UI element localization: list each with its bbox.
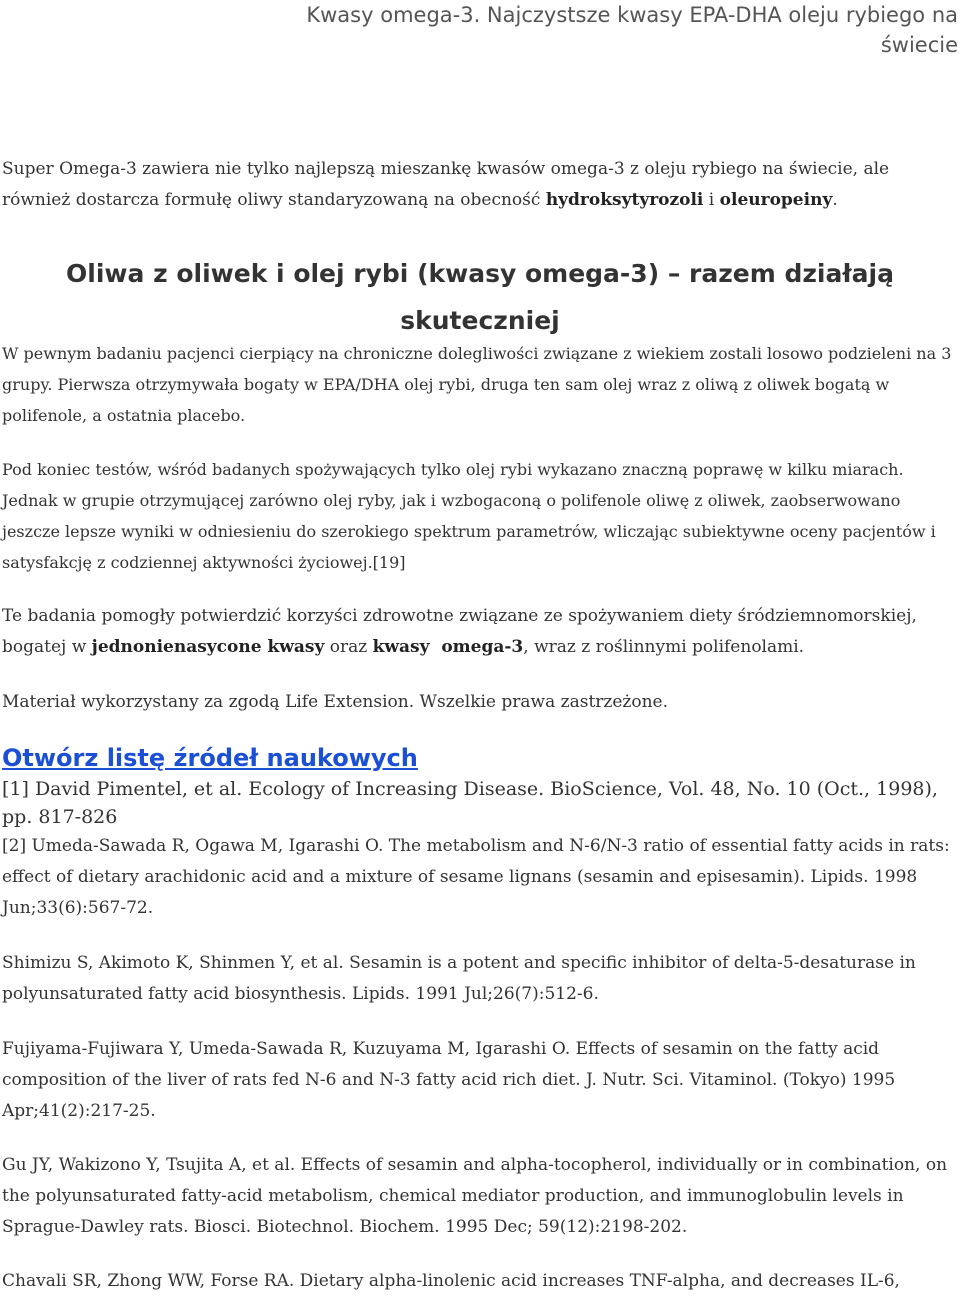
p3-text: Te badania pomogły potwierdzić korzyści zdrowotne związane ze spożywaniem diety śródziemnomorskiej, bogatej w (2, 606, 917, 657)
intro-bold-oleuropein: oleuropeiny (719, 190, 833, 210)
p3-bold-omega3: kwasy omega-3 (372, 637, 524, 657)
reference-item: Gu JY, Wakizono Y, Tsujita A, et al. Effects of sesamin and alpha-tocopherol, individually or in combination, on the polyunsaturated fatty-acid metabolism, chemical mediator production, and immunoglobulin levels in Sprague-Dawley rats. Biosci. Biotechnol. Biochem. 1995 Dec; 59(12):2198-202. (2, 1155, 948, 1237)
section-paragraph-2: Pod koniec testów, wśród badanych spożywających tylko olej rybi wykazano znaczną poprawę w kilku miarach. Jednak w grupie otrzymującej zarówno olej ryby, jak i wzbogaconą o polifenole oliwę z oliwek, zaobserwowano jeszcze lepsze wyniki w odniesieniu do szerokiego spektrum parametrów, wliczając subiektywne oceny pacjentów i satysfakcję z codziennej aktywności życiowej.[19] (2, 460, 936, 572)
open-references-link[interactable]: Otwórz listę źródeł naukowych (2, 744, 418, 772)
reference-item: [1] David Pimentel, et al. Ecology of Increasing Disease. BioScience, Vol. 48, No. 10 (Oct., 1998), pp. 817-826 (2, 778, 938, 828)
p3-bold-monounsaturated: jednonienasycone kwasy (91, 637, 325, 657)
reference-item: Fujiyama-Fujiwara Y, Umeda-Sawada R, Kuzuyama M, Igarashi O. Effects of sesamin on the fatty acid composition of the liver of rats fed N-6 and N-3 fatty acid rich diet. J. Nutr. Sci. Vitaminol. (Tokyo) 1995 Apr;41(2):217-25. (2, 1039, 896, 1121)
section-heading: Oliwa z oliwek i olej rybi (kwasy omega-3) – razem działają skuteczniej (66, 259, 894, 335)
intro-text-mid: i (703, 190, 720, 210)
intro-bold-hydroxytyrosol: hydroksytyrozoli (545, 190, 704, 210)
p3-text-mid: oraz (324, 637, 373, 657)
section-paragraph-3 (2, 601, 958, 663)
reference-item: Chavali SR, Zhong WW, Forse RA. Dietary alpha-linolenic acid increases TNF-alpha, and decreases IL-6, (2, 1271, 900, 1291)
reference-item: Shimizu S, Akimoto K, Shinmen Y, et al. Sesamin is a potent and specific inhibitor of delta-5-desaturase in polyunsaturated fatty acid biosynthesis. Lipids. 1991 Jul;26(7):512-6. (2, 953, 916, 1004)
intro-text-end: . (832, 190, 838, 210)
copyright-note: Materiał wykorzystany za zgodą Life Extension. Wszelkie prawa zastrzeżone. (2, 692, 669, 712)
section-paragraph-1: W pewnym badaniu pacjenci cierpiący na chroniczne dolegliwości związane z wiekiem zostali losowo podzieleni na 3 grupy. Pierwsza otrzymywała bogaty w EPA/DHA olej rybi, druga ten sam olej wraz z oliwą z oliwek bogatą w polifenole, a ostatnia placebo. (2, 344, 952, 425)
p3-text-end: , wraz z roślinnymi polifenolami. (523, 637, 805, 657)
intro-text: Super Omega-3 zawiera nie tylko najlepszą mieszankę kwasów omega-3 z oleju rybiego na świecie, ale również dostarcza formułę oliwy standaryzowaną na obecność (2, 159, 890, 210)
intro-paragraph (2, 154, 958, 216)
page-title: Kwasy omega-3. Najczystsze kwasy EPA-DHA oleju rybiego na świecie (306, 3, 958, 57)
reference-item: [2] Umeda-Sawada R, Ogawa M, Igarashi O. The metabolism and N-6/N-3 ratio of essential fatty acids in rats: effect of dietary arachidonic acid and a mixture of sesame lignans (sesamin and episesamin). Lipids. 1998 Jun;33(6):567-72. (2, 836, 950, 918)
